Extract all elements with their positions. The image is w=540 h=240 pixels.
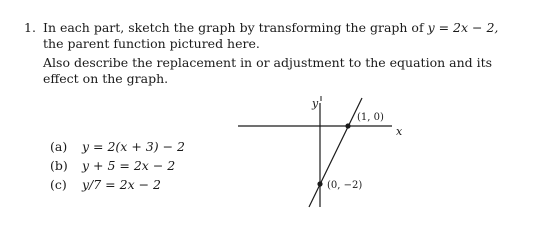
x-intercept-point: [345, 123, 350, 128]
problem-line-4: effect on the graph.: [43, 71, 169, 86]
part-a-label: (a): [50, 139, 68, 154]
x-axis-label: x: [396, 125, 403, 138]
y-intercept-label: (0, −2): [327, 180, 363, 191]
parent-equation: y = 2x − 2,: [427, 20, 499, 35]
x-intercept-label: (1, 0): [357, 112, 384, 123]
problem-line-1-text: In each part, sketch the graph by transforming the graph of: [43, 20, 428, 35]
y-intercept-point: [317, 181, 322, 186]
problem-line-2: the parent function pictured here.: [43, 36, 260, 51]
y-axis-label: y: [312, 97, 319, 110]
part-b-equation: y + 5 = 2x − 2: [81, 158, 176, 173]
problem-line-3: Also describe the replacement in or adjustment to the equation and its: [43, 55, 493, 70]
problem-number: 1.: [24, 20, 36, 35]
part-c-equation: y/7 = 2x − 2: [81, 177, 162, 192]
part-c-label: (c): [50, 177, 67, 192]
part-a-equation: y = 2(x + 3) − 2: [81, 139, 185, 154]
part-b-label: (b): [50, 158, 68, 173]
